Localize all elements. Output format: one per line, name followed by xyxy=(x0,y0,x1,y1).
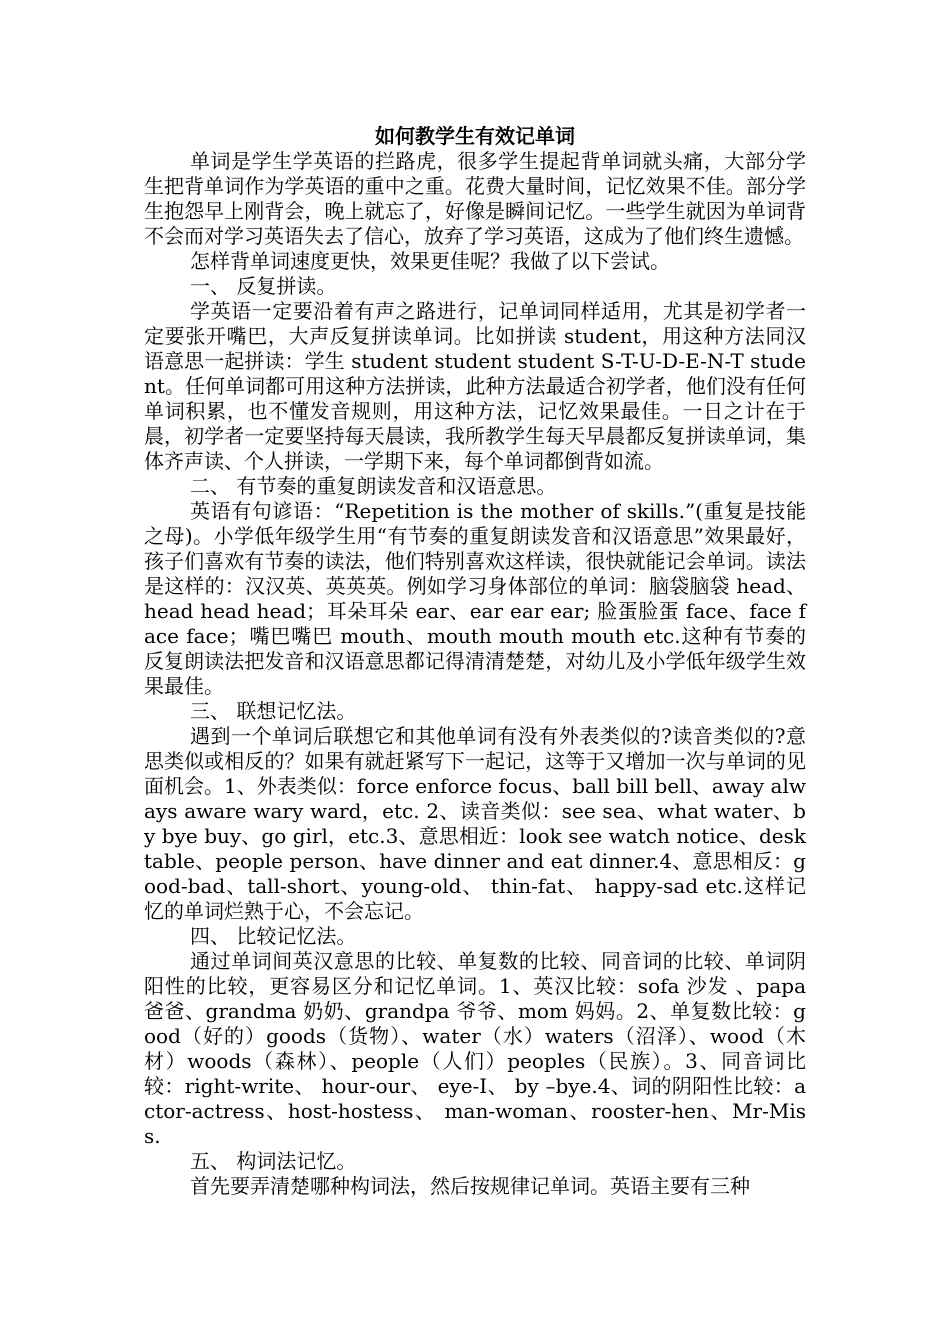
intro-paragraph: 怎样背单词速度更快，效果更佳呢？我做了以下尝试。 xyxy=(190,249,670,273)
document-body xyxy=(144,124,806,1199)
section-paragraph: 遇到一个单词后联想它和其他单词有没有外表类似的?读音类似的?意思类似或相反的？如果有就赶紧写下一起记，这等于又增加一次与单词的见面机会。1、外表类似：force enforce focus、ball bill bell、away always aware wary ward，etc. 2、读音类似：see sea、what water、by bye buy、go girl，etc.3、意思相近：look see watch notice、desk table、people person、have dinner and eat dinner.4、意思相反：good-bad、tall-short、young-old、 thin-fat、 happy-sad etc.这样记忆的单词烂熟于心，不会忘记。 xyxy=(144,724,806,923)
section-heading: 三、 联想记忆法。 xyxy=(190,699,357,723)
section-heading: 一、 反复拼读。 xyxy=(190,274,337,298)
section-paragraph: 英语有句谚语：“Repetition is the mother of skills.”(重复是技能之母)。小学低年级学生用“有节奏的重复朗读发音和汉语意思”效果最好，孩子们喜欢有节奏的读法，他们特别喜欢这样读，很快就能记会单词。读法是这样的：汉汉英、英英英。例如学习身体部位的单词：脑袋脑袋 head、head head head；耳朵耳朵 ear、ear ear ear; 脸蛋脸蛋 face、face face face；嘴巴嘴巴 mouth、mouth mouth mouth etc.这种有节奏的反复朗读法把发音和汉语意思都记得清清楚楚，对幼儿及小学低年级学生效果最佳。 xyxy=(144,499,806,698)
section-heading: 五、 构词法记忆。 xyxy=(190,1149,357,1173)
intro-paragraph: 单词是学生学英语的拦路虎，很多学生提起背单词就头痛，大部分学生把背单词作为学英语的重中之重。花费大量时间，记忆效果不佳。部分学生抱怨早上刚背会，晚上就忘了，好像是瞬间记忆。一些学生就因为单词背不会而对学习英语失去了信心，放弃了学习英语，这成为了他们终生遗憾。 xyxy=(144,149,806,248)
section-paragraph: 通过单词间英汉意思的比较、单复数的比较、同音词的比较、单词阴阳性的比较，更容易区分和记忆单词。1、英汉比较：sofa 沙发 、papa 爸爸、grandma 奶奶、grandpa 爷爷、mom 妈妈。2、单复数比较：good（好的）goods（货物）、water（水）waters（沼泽）、wood（木材）woods（森林）、people（人们）peoples（民族）。3、同音词比较：right-write、 hour-our、 eye-I、 by –bye.4、词的阴阳性比较：actor-actress、host-hostess、 man-woman、rooster-hen、Mr-Miss. xyxy=(144,949,806,1148)
section-heading: 四、 比较记忆法。 xyxy=(190,924,357,948)
section-heading: 二、 有节奏的重复朗读发音和汉语意思。 xyxy=(190,474,557,498)
section-paragraph: 首先要弄清楚哪种构词法，然后按规律记单词。英语主要有三种 xyxy=(190,1174,750,1198)
section-paragraph: 学英语一定要沿着有声之路进行，记单词同样适用，尤其是初学者一定要张开嘴巴，大声反复拼读单词。比如拼读 student，用这种方法同汉语意思一起拼读：学生 student student student S-T-U-D-E-N-T student。任何单词都可用这种方法拼读，此种方法最适合初学者，他们没有任何单词积累，也不懂发音规则，用这种方法，记忆效果最佳。一日之计在于晨，初学者一定要坚持每天晨读，我所教学生每天早晨都反复拼读单词，集体齐声读、个人拼读，一学期下来，每个单词都倒背如流。 xyxy=(144,299,806,473)
document-title: 如何教学生有效记单词 xyxy=(375,124,575,148)
